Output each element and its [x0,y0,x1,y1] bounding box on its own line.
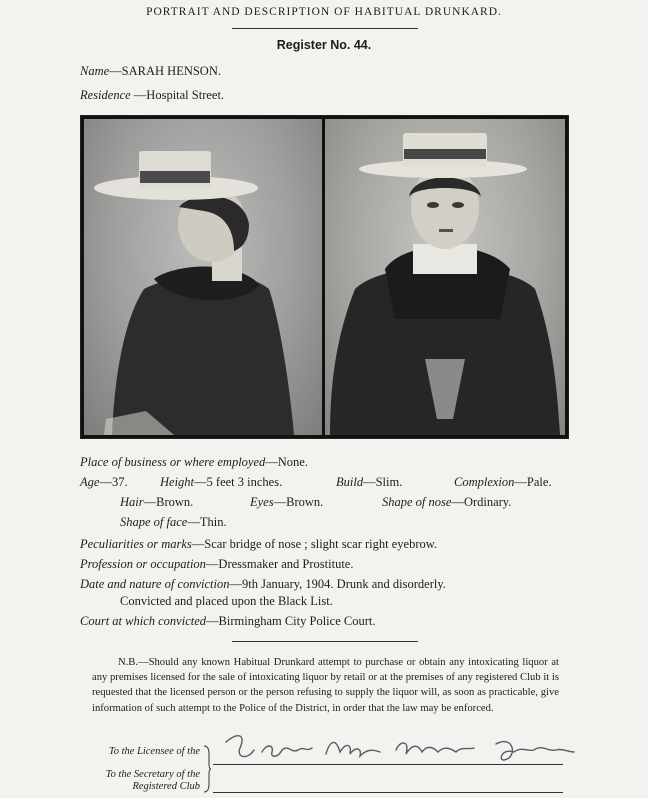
build-value: —Slim. [363,475,403,489]
face-field [120,515,227,530]
conviction-label: Date and nature of conviction [80,577,230,591]
profile-portrait-photo [84,119,322,435]
peculiarities-label: Peculiarities or marks [80,537,192,551]
portrait-photographs [80,115,569,439]
court-label: Court at which convicted [80,614,207,628]
eyes-value: —Brown. [273,495,324,509]
hair-value: —Brown. [143,495,194,509]
court-value: —Birmingham City Police Court. [206,614,376,628]
name-value: —SARAH HENSON. [109,64,221,78]
complexion-value: —Pale. [514,475,552,489]
age-label: Age [80,475,100,489]
peculiarities-line [80,537,437,552]
residence-value: —Hospital Street. [130,88,225,102]
eyes-label: Eyes [250,495,274,509]
licensee-label: To the Licensee of the [108,746,200,757]
face-label: Shape of face [120,515,188,529]
hair-label: Hair [120,495,144,509]
height-field [160,475,282,490]
place-value: —None. [265,455,308,469]
complexion-label: Complexion [454,475,515,489]
front-portrait-photo [325,119,565,435]
title-divider [232,28,418,29]
brace-icon [203,744,211,794]
handwritten-signature [218,730,578,770]
nb-paragraph: N.B.—Should any known Habitual Drunkard attempt to purchase or obtain any intoxicating liquor at any premises licensed for the sale of intoxicating liquor by retail or at the premises of any registered Club it is requested that the licensed person or the person refusing to supply the liquor will, as soon as practicable, give information of such attempt to the Police of the District, in order that the law may be enforced. [92,657,559,714]
conviction-value: —9th January, 1904. Drunk and disorderly. [229,577,446,591]
face-value: —Thin. [187,515,227,529]
age-field [80,475,128,490]
profession-label: Profession or occupation [80,557,206,571]
register-number: Register No. 44. [276,38,372,52]
complexion-field [454,475,552,490]
secretary-signature-line [213,792,563,793]
peculiarities-value: —Scar bridge of nose ; slight scar right eyebrow. [191,537,438,551]
height-value: —5 feet 3 inches. [194,475,283,489]
nb-notice [92,655,559,716]
conviction-line-2 [120,594,333,609]
nose-label: Shape of nose [382,495,452,509]
profession-line [80,557,353,572]
conviction-line [80,577,446,592]
residence-label: Residence [80,88,131,102]
secretary-label: To the Secretary of the [105,769,200,780]
place-line [80,455,308,470]
section-divider [232,641,418,642]
place-label: Place of business or where employed [80,455,266,469]
conviction-value-2: Convicted and placed upon the Black List. [120,594,333,608]
build-field [336,475,402,490]
profession-value: —Dressmaker and Prostitute. [205,557,354,571]
residence-line [80,88,224,103]
registered-club-label: Registered Club [132,781,200,792]
eyes-field [250,495,323,510]
height-label: Height [160,475,195,489]
nose-field [382,495,511,510]
build-label: Build [336,475,364,489]
court-line [80,614,375,629]
document-title: PORTRAIT AND DESCRIPTION OF HABITUAL DRUNKARD. [146,6,502,18]
name-label: Name [80,64,110,78]
nose-value: —Ordinary. [451,495,512,509]
name-line [80,64,221,79]
age-value: —37. [99,475,128,489]
hair-field [120,495,193,510]
